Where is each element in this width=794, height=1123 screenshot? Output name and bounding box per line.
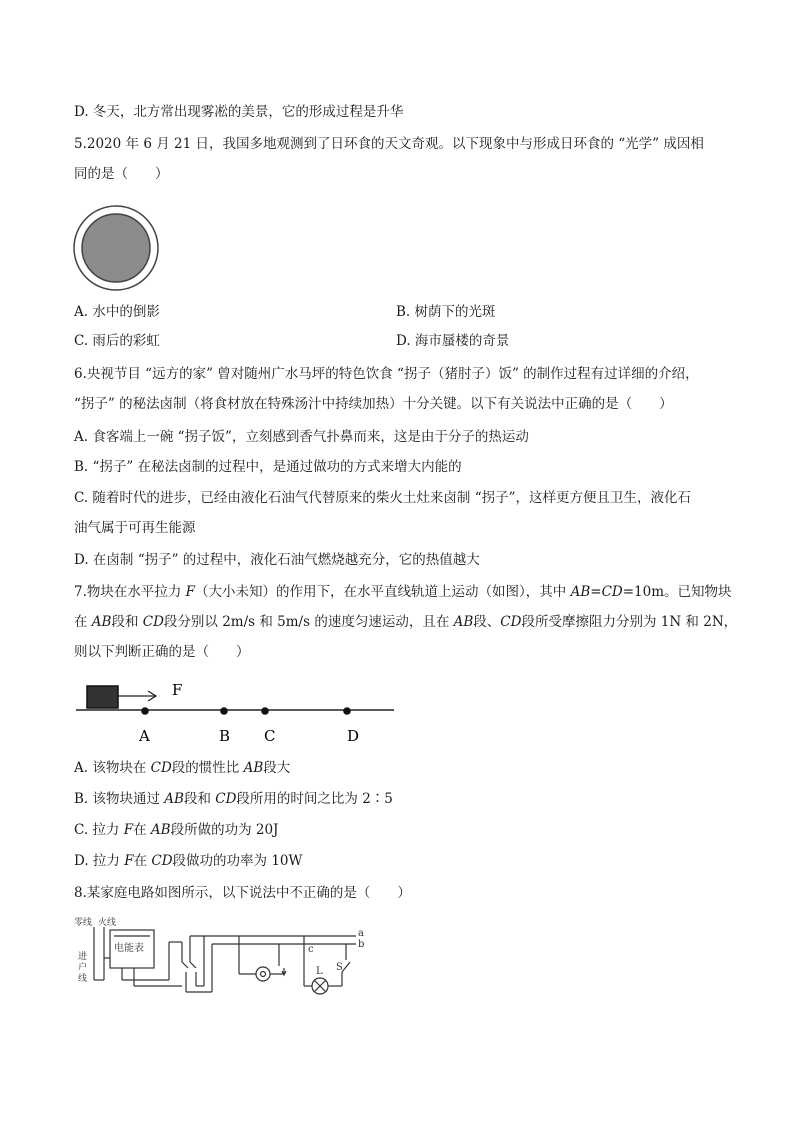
point-b-dot [220, 707, 228, 715]
wire-a-label: a [358, 928, 364, 939]
point-c-label: C [264, 727, 276, 745]
main-switch-blade-1 [182, 962, 188, 968]
wire-b-label: b [358, 939, 365, 950]
force-label: F [172, 681, 183, 699]
point-d-label: D [347, 727, 360, 745]
socket [256, 967, 270, 981]
point-c-label: c [308, 944, 314, 955]
q7-option-c[interactable]: C. 拉力 F在 AB段所做的功为 20J [74, 822, 279, 838]
q5-option-a[interactable]: A. 水中的倒影 [74, 304, 160, 320]
entry-label-1: 进 [78, 952, 88, 962]
circuit-figure [74, 914, 374, 1008]
eclipse-moon-disk [82, 214, 150, 282]
entry-label-2: 户 [78, 963, 88, 973]
q5-option-b[interactable]: B. 树荫下的光斑 [396, 304, 496, 320]
q6-stem-line1: 6.央视节目 “远方的家” 曾对随州广水马坪的特色饮食 “拐子（猪肘子）饭” 的制作过程有过详细的介绍， [74, 366, 699, 382]
annular-eclipse-figure [72, 204, 162, 294]
q6-option-c-line2: 油气属于可再生能源 [74, 520, 196, 536]
q7-option-a[interactable]: A. 该物块在 CD段的惯性比 AB段大 [74, 760, 291, 776]
main-switch-blade-2 [190, 962, 196, 968]
q6-stem-line2: “拐子” 的秘法卤制（将食材放在特殊汤汁中持续加热）十分关键。以下有关说法中正确的是（ ） [74, 396, 673, 412]
block [87, 686, 118, 708]
q6-option-a[interactable]: A. 食客端上一碗 “拐子饭”，立刻感到香气扑鼻而来，这是由于分子的热运动 [74, 429, 529, 445]
meter-label: 电能表 [114, 943, 144, 954]
q6-option-b[interactable]: B. “拐子” 在秘法卤制的过程中，是通过做功的方式来增大内能的 [74, 459, 462, 475]
q5-option-c[interactable]: C. 雨后的彩虹 [74, 333, 160, 349]
prev-option-d: D. 冬天，北方常出现雾凇的美景，它的形成过程是升华 [74, 104, 404, 120]
q6-option-c-line1[interactable]: C. 随着时代的进步，已经由液化石油气代替原来的柴火土灶来卤制 “拐子”，这样更方便且卫生，液化石 [74, 490, 692, 506]
q7-stem-line3: 则以下判断正确的是（ ） [74, 644, 250, 660]
point-b-label: B [219, 727, 231, 745]
point-c-dot [261, 707, 269, 715]
point-a-dot [141, 707, 149, 715]
neutral-label: 零线 [74, 918, 93, 928]
q7-option-b[interactable]: B. 该物块通过 AB段和 CD段所用的时间之比为 2∶5 [74, 791, 393, 807]
q6-option-d[interactable]: D. 在卤制 “拐子” 的过程中，液化石油气燃烧越充分，它的热值越大 [74, 552, 480, 568]
point-a-label: A [139, 727, 150, 745]
q7-stem-line1: 7.物块在水平拉力 F（大小未知）的作用下，在水平直线轨道上运动（如图），其中 AB=CD=10m。已知物块 [74, 584, 732, 600]
q7-option-d[interactable]: D. 拉力 F在 CD段做功的功率为 10W [74, 853, 303, 869]
q5-stem-line2: 同的是（ ） [74, 166, 169, 182]
live-label: 火线 [98, 918, 117, 928]
entry-label-3: 线 [78, 974, 88, 984]
q7-stem-line2: 在 AB段和 CD段分别以 2m/s 和 5m/s 的速度匀速运动，且在 AB段、CD段所受摩擦阻力分别为 1N 和 2N， [74, 614, 738, 630]
q8-stem: 8.某家庭电路如图所示，以下说法中不正确的是（ ） [74, 885, 411, 901]
q5-option-d[interactable]: D. 海市蜃楼的奇景 [396, 333, 510, 349]
track-figure [74, 676, 404, 748]
lamp-switch [342, 962, 350, 972]
point-d-dot [343, 707, 351, 715]
lamp-label: L [316, 966, 323, 977]
switch-label: S [336, 962, 343, 973]
q5-stem-line1: 5.2020 年 6 月 21 日，我国多地观测到了日环食的天文奇观。以下现象中与形成日环食的 “光学” 成因相 [74, 136, 704, 152]
